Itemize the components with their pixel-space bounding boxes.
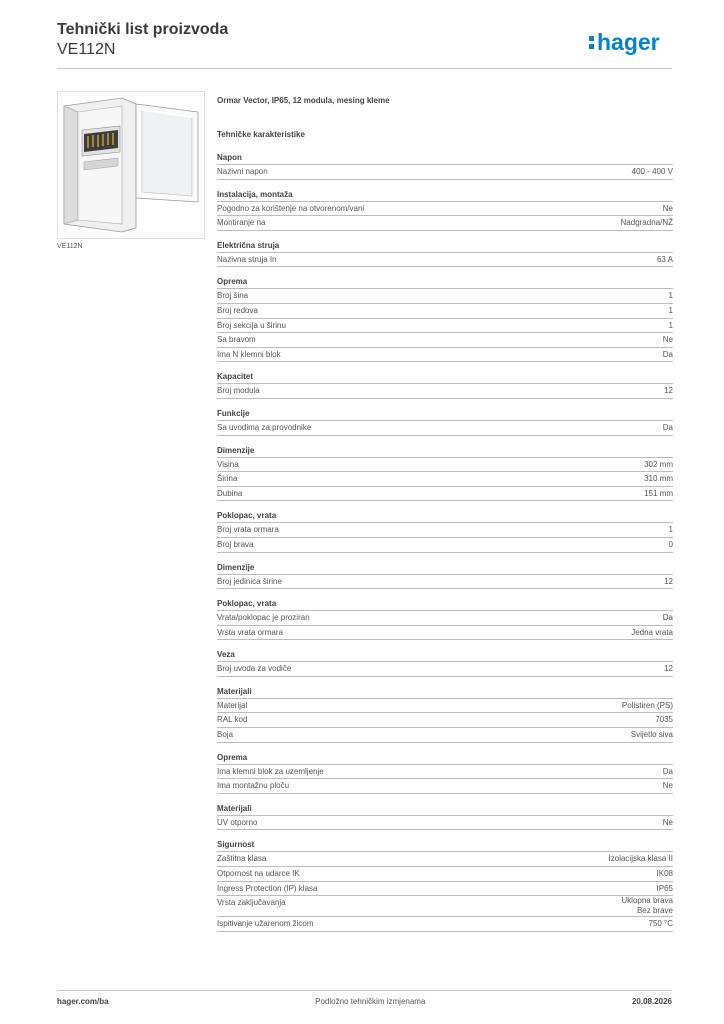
spec-value: 400 - 400 V (631, 167, 673, 176)
spec-key: Sa bravom (217, 335, 256, 345)
section-title: Materijali (217, 804, 673, 816)
product-image (57, 91, 205, 239)
spec-key: Pogodno za korištenje na otvorenom/vani (217, 203, 365, 213)
spec-key: Visina (217, 459, 239, 469)
spec-row (217, 538, 673, 553)
spec-key: Materijal (217, 700, 248, 710)
spec-value: 12 (664, 576, 673, 586)
section-title: Poklopac, vrata (217, 511, 673, 523)
spec-key: Broj uvoda za vodiče (217, 664, 292, 674)
spec-value: Svijetlo siva (630, 730, 673, 740)
spec-key: RAL kod (217, 715, 248, 725)
spec-key: Broj sekcija u širinu (217, 320, 286, 330)
spec-value: 1 (668, 305, 673, 315)
section-title: Dimenzije (217, 446, 673, 458)
header (57, 20, 228, 60)
spec-value: 151 mm (644, 488, 673, 498)
spec-value: 310 mm (644, 474, 673, 484)
spec-section (217, 372, 673, 399)
spec-key: Vrsta vrata ormara (217, 627, 283, 637)
hager-logo (588, 28, 672, 58)
spec-key: Boja (217, 730, 234, 740)
spec-row (217, 713, 673, 728)
spec-value: 12 (664, 664, 673, 674)
spec-value: 1 (668, 291, 673, 301)
section-title: Materijali (217, 687, 673, 699)
spec-key: Ima N klemni blok (217, 349, 281, 359)
section-title: Električna struja (217, 241, 673, 253)
spec-value: Ne (662, 203, 673, 213)
spec-row (217, 319, 673, 334)
spec-section (217, 277, 673, 362)
spec-row (217, 304, 673, 319)
spec-section (217, 446, 673, 502)
spec-key: Sa uvodima za provodnike (217, 422, 312, 432)
spec-key: Vrata/poklopac je proziran (217, 613, 310, 623)
spec-section (217, 599, 673, 640)
spec-key: Broj jedinica širine (217, 576, 282, 586)
spec-row (217, 662, 673, 677)
spec-value: Izolacijska klasa II (608, 854, 673, 864)
page-title: Tehnički list proizvoda (57, 21, 229, 38)
spec-key: Montiranje na (217, 218, 266, 228)
spec-row (217, 779, 673, 794)
footer (57, 997, 672, 1006)
section-title: Funkcije (217, 409, 673, 421)
spec-section (217, 153, 673, 180)
spec-value: 1 (668, 320, 673, 330)
footer-notice: Podložno tehničkim izmjenama (315, 997, 426, 1006)
spec-value-line: Uklopna brava (621, 896, 673, 906)
spec-row (217, 253, 673, 268)
spec-key: Ispitivanje užarenom žicom (217, 919, 314, 929)
section-title: Poklopac, vrata (217, 599, 673, 611)
spec-section (217, 804, 673, 831)
spec-row (217, 852, 673, 867)
spec-value (621, 896, 673, 916)
spec-key: Zaštitna klasa (217, 854, 267, 864)
spec-row (217, 917, 673, 932)
spec-value: Ne (662, 781, 673, 791)
spec-row (217, 728, 673, 743)
spec-section (217, 687, 673, 743)
spec-key: Broj modula (217, 386, 260, 396)
footer-website[interactable]: hager.com/ba (57, 997, 109, 1006)
spec-section (217, 650, 673, 677)
section-title: Veza (217, 650, 673, 662)
footer-date: 20.08.2026 (631, 997, 672, 1006)
spec-section (217, 840, 673, 931)
spec-section (217, 511, 673, 552)
spec-row (217, 896, 673, 917)
product-code: VE112N (57, 41, 116, 58)
spec-value: IK08 (656, 869, 673, 879)
section-title: Oprema (217, 277, 673, 289)
spec-value: Ne (662, 335, 673, 345)
spec-key: UV otporno (217, 817, 258, 827)
spec-key: Ima klemni blok za uzemljenje (217, 766, 324, 776)
section-title: Dimenzije (217, 563, 673, 575)
spec-value: 1 (668, 525, 673, 535)
section-title: Oprema (217, 753, 673, 765)
spec-row (217, 216, 673, 231)
spec-row (217, 421, 673, 436)
spec-key: Ingress Protection (IP) klasa (217, 883, 318, 893)
section-title: Sigurnost (217, 840, 673, 852)
spec-row (217, 472, 673, 487)
spec-value: 7035 (655, 715, 673, 725)
spec-row (217, 202, 673, 217)
spec-row (217, 384, 673, 399)
spec-row (217, 765, 673, 780)
spec-value: 0 (668, 539, 673, 549)
spec-value: Da (662, 766, 673, 776)
spec-value: 750 °C (648, 919, 673, 929)
spec-row (217, 611, 673, 626)
spec-section (217, 563, 673, 590)
spec-row (217, 348, 673, 363)
brand-logo-text: hager (597, 29, 660, 55)
spec-section (217, 409, 673, 436)
spec-key: Širina (217, 474, 238, 484)
spec-row (217, 867, 673, 882)
spec-key: Broj redova (217, 305, 258, 315)
spec-row (217, 626, 673, 641)
spec-section (217, 241, 673, 268)
spec-key: Otpornost na udarce IK (217, 869, 300, 879)
header-divider (57, 68, 672, 69)
spec-key: Nazivna struja In (217, 254, 277, 264)
image-caption: VE112N (57, 243, 83, 250)
spec-row (217, 816, 673, 831)
spec-value: Da (662, 349, 673, 359)
section-title: Instalacija, montaža (217, 190, 673, 202)
enclosure-illustration (58, 92, 204, 238)
section-title: Kapacitet (217, 372, 673, 384)
spec-section (217, 753, 673, 794)
spec-key: Ima montažnu ploču (217, 781, 290, 791)
spec-row (217, 523, 673, 538)
spec-value: 63 A (656, 254, 673, 264)
footer-divider (57, 990, 672, 991)
product-description: Ormar Vector, IP65, 12 modula, mesing kleme (217, 96, 390, 105)
spec-key: Vrsta zaključavanja (217, 898, 286, 908)
spec-value: 12 (664, 386, 673, 396)
spec-row (217, 333, 673, 348)
spec-value: Ne (662, 817, 673, 827)
section-title: Napon (217, 153, 673, 165)
spec-value: IP65 (656, 883, 673, 893)
spec-key: Nazivni napon (217, 167, 268, 176)
spec-row (217, 487, 673, 502)
spec-section (217, 190, 673, 231)
spec-sections (217, 153, 673, 932)
spec-row (217, 289, 673, 304)
spec-value: Nadgradna/NŽ (620, 218, 673, 228)
spec-key: Broj brava (217, 539, 254, 549)
spec-row (217, 458, 673, 473)
spec-value: Da (662, 613, 673, 623)
spec-value: Jedna vrata (631, 627, 673, 637)
spec-key: Broj šina (217, 291, 249, 301)
spec-value: 302 mm (644, 459, 673, 469)
spec-key: Dubina (217, 488, 243, 498)
spec-table (217, 96, 673, 942)
spec-row (217, 165, 673, 180)
spec-value-line: Bez brave (636, 906, 673, 916)
spec-row (217, 699, 673, 714)
spec-subtitle: Tehničke karakteristike (217, 130, 305, 139)
spec-key: Broj vrata ormara (217, 525, 279, 535)
spec-row (217, 575, 673, 590)
spec-value: Da (662, 422, 673, 432)
spec-row (217, 882, 673, 897)
spec-value: Polistiren (PS) (621, 700, 673, 710)
